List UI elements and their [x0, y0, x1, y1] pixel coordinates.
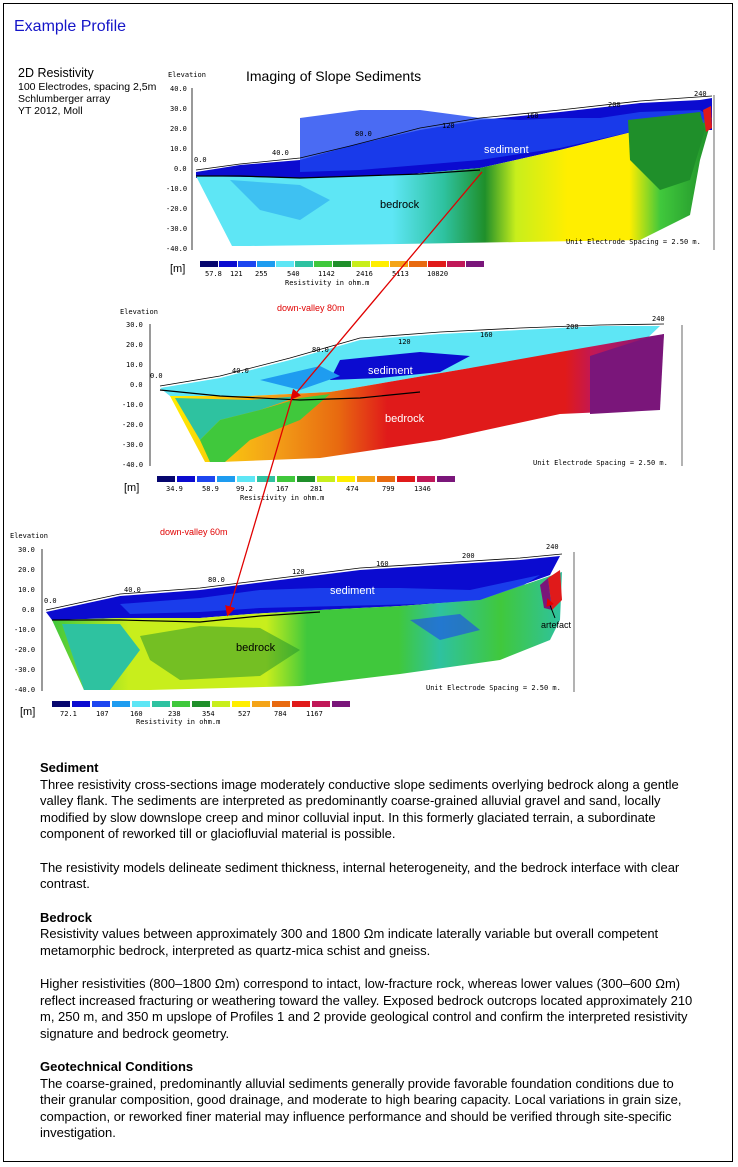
profile-2: [120, 308, 682, 502]
section-paragraph: Higher resistivities (800–1800 Ωm) correspond to intact, low-fracture rock, whereas lower values (300–600 Ωm) reflect increased fracturing or weathering toward the valley. Exposed bedrock outcrops located approximately 210 m, 250 m, and 350 m upslope of Profiles 1 and 2 provide geological control and confirm the interpreted resistivity signature and bedrock geometry.: [40, 976, 693, 1041]
resistivity-label: Resistivity in ohm.m: [136, 718, 221, 726]
y-axis: [166, 85, 192, 253]
scale-value: 784: [274, 710, 287, 718]
color-scale: [200, 261, 484, 267]
resistivity-label: Resistivity in ohm.m: [285, 279, 370, 287]
scale-value: 5113: [392, 270, 409, 278]
x-tick-label: 240: [652, 315, 665, 323]
scale-value: 58.9: [202, 485, 219, 493]
x-tick-label: 120: [292, 568, 305, 576]
spacing-label: Unit Electrode Spacing = 2.50 m.: [533, 459, 668, 467]
x-tick-label: 0.0: [194, 156, 207, 164]
spacing-label: Unit Electrode Spacing = 2.50 m.: [426, 684, 561, 692]
down-valley-label: down-valley 60m: [160, 527, 228, 537]
x-tick-label: 40.0: [272, 149, 289, 157]
x-tick-label: 160: [480, 331, 493, 339]
scale-value: 527: [238, 710, 251, 718]
x-tick-label: 160: [376, 560, 389, 568]
color-scale: [157, 476, 455, 482]
elevation-label: Elevation: [10, 532, 48, 540]
y-tick-label: -30.0: [122, 441, 144, 449]
scale-value: 474: [346, 485, 359, 493]
x-tick-label: 40.0: [124, 586, 141, 594]
y-tick-label: -20.0: [122, 421, 144, 429]
x-tick-label: 240: [694, 90, 707, 98]
scale-value: 2416: [356, 270, 373, 278]
scale-value: 238: [168, 710, 181, 718]
unit-label: [m]: [170, 263, 186, 275]
y-tick-label: -10.0: [14, 626, 36, 634]
y-tick-label: -40.0: [166, 245, 188, 253]
y-tick-label: -10.0: [122, 401, 144, 409]
y-tick-label: 10.0: [126, 361, 143, 369]
y-tick-label: 40.0: [170, 85, 187, 93]
y-tick-label: 20.0: [126, 341, 143, 349]
resistivity-label: Resistivity in ohm.m: [240, 494, 325, 502]
scale-value: 281: [310, 485, 323, 493]
meta-line: Schlumberger array: [18, 93, 111, 105]
y-axis: [122, 321, 150, 469]
section-paragraph: Three resistivity cross-sections image moderately conductive slope sediments overlying bedrock along a gentle valley flank. The sediments are interpreted as predominantly coarse-grained alluvial gravel and sand, locally modified by slow downslope creep and minor colluvial input. In this formerly glaciated terrain, a subordinate component of reworked till or glaciofluvial material is possible.: [40, 776, 679, 841]
y-tick-label: -30.0: [14, 666, 36, 674]
scale-value: 1142: [318, 270, 335, 278]
x-tick-label: 80.0: [208, 576, 225, 584]
spacing-label: Unit Electrode Spacing = 2.50 m.: [566, 238, 701, 246]
meta-line: 100 Electrodes, spacing 2,5m: [18, 81, 157, 93]
y-tick-label: -20.0: [14, 646, 36, 654]
y-tick-label: -40.0: [122, 461, 144, 469]
scale-value: 255: [255, 270, 268, 278]
scale-value: 72.1: [60, 710, 77, 718]
scale-value: 799: [382, 485, 395, 493]
scale-value: 354: [202, 710, 215, 718]
scale-value: 10820: [427, 270, 449, 278]
unit-label: [m]: [124, 482, 140, 494]
y-tick-label: 0.0: [22, 606, 35, 614]
x-tick-label: 200: [608, 101, 621, 109]
section-paragraph: The coarse-grained, predominantly alluvial sediments generally provide favorable foundation conditions due to their granular composition, good drainage, and moderate to high bearing capacity. Local variations in grain size, compaction, or reworked finer material may influence performance and should be verified through site-specific investigation.: [40, 1075, 682, 1140]
scale-value: 1167: [306, 710, 323, 718]
x-tick-label: 40.0: [232, 367, 249, 375]
x-tick-label: 0.0: [44, 597, 57, 605]
scale-value: 121: [230, 270, 243, 278]
x-tick-label: 80.0: [355, 130, 372, 138]
x-tick-label: 160: [526, 112, 539, 120]
scale-value: 160: [130, 710, 143, 718]
section-paragraph: The resistivity models delineate sediment thickness, internal heterogeneity, and the bedrock interface with clear contrast.: [40, 859, 680, 891]
section-heading: Geotechnical Conditions: [40, 1059, 194, 1074]
bedrock-label: bedrock: [385, 413, 425, 425]
x-tick-label: 120: [398, 338, 411, 346]
sediment-label: sediment: [330, 585, 375, 597]
x-tick-label: 0.0: [150, 372, 163, 380]
profile-3: [10, 532, 574, 726]
scale-value: 57.8: [205, 270, 222, 278]
y-tick-label: 30.0: [170, 105, 187, 113]
y-tick-label: -10.0: [166, 185, 188, 193]
y-tick-label: -40.0: [14, 686, 36, 694]
page-title: Example Profile: [14, 18, 127, 35]
profile-1: [166, 71, 714, 287]
artefact-label: artefact: [541, 620, 572, 630]
x-tick-label: 200: [462, 552, 475, 560]
section-heading: Sediment: [40, 760, 99, 775]
scale-value: 540: [287, 270, 300, 278]
figure-title: Imaging of Slope Sediments: [246, 68, 422, 84]
bedrock-label: bedrock: [380, 199, 420, 211]
y-tick-label: 10.0: [18, 586, 35, 594]
y-tick-label: 20.0: [18, 566, 35, 574]
x-tick-label: 240: [546, 543, 559, 551]
section-heading: Bedrock: [40, 909, 93, 925]
y-axis: [14, 546, 42, 694]
section-paragraph: Resistivity values between approximately 300 and 1800 Ωm indicate laterally variable but overall competent metamorphic bedrock, interpreted as quartz-mica schist and gneiss.: [40, 926, 659, 958]
scale-value: 1346: [414, 485, 431, 493]
y-tick-label: 0.0: [174, 165, 187, 173]
scale-value: 107: [96, 710, 109, 718]
elevation-label: Elevation: [120, 308, 158, 316]
y-tick-label: 30.0: [126, 321, 143, 329]
elevation-label: Elevation: [168, 71, 206, 79]
scale-value: 34.9: [166, 485, 183, 493]
x-tick-label: 120: [442, 122, 455, 130]
scale-value: 99.2: [236, 485, 253, 493]
y-tick-label: 10.0: [170, 145, 187, 153]
y-tick-label: 20.0: [170, 125, 187, 133]
description: [40, 760, 700, 1159]
y-tick-label: 30.0: [18, 546, 35, 554]
sediment-label: sediment: [484, 144, 529, 156]
x-tick-label: 200: [566, 323, 579, 331]
scale-value: 167: [276, 485, 289, 493]
bedrock-label: bedrock: [236, 642, 276, 654]
down-valley-label: down-valley 80m: [277, 303, 345, 313]
y-tick-label: 0.0: [130, 381, 143, 389]
unit-label: [m]: [20, 706, 36, 718]
sediment-label: sediment: [368, 365, 413, 377]
meta-line: YT 2012, Moll: [18, 105, 83, 117]
color-scale: [52, 701, 350, 707]
y-tick-label: -30.0: [166, 225, 188, 233]
x-tick-label: 80.0: [312, 346, 329, 354]
y-tick-label: -20.0: [166, 205, 188, 213]
meta-line: 2D Resistivity: [18, 66, 94, 80]
